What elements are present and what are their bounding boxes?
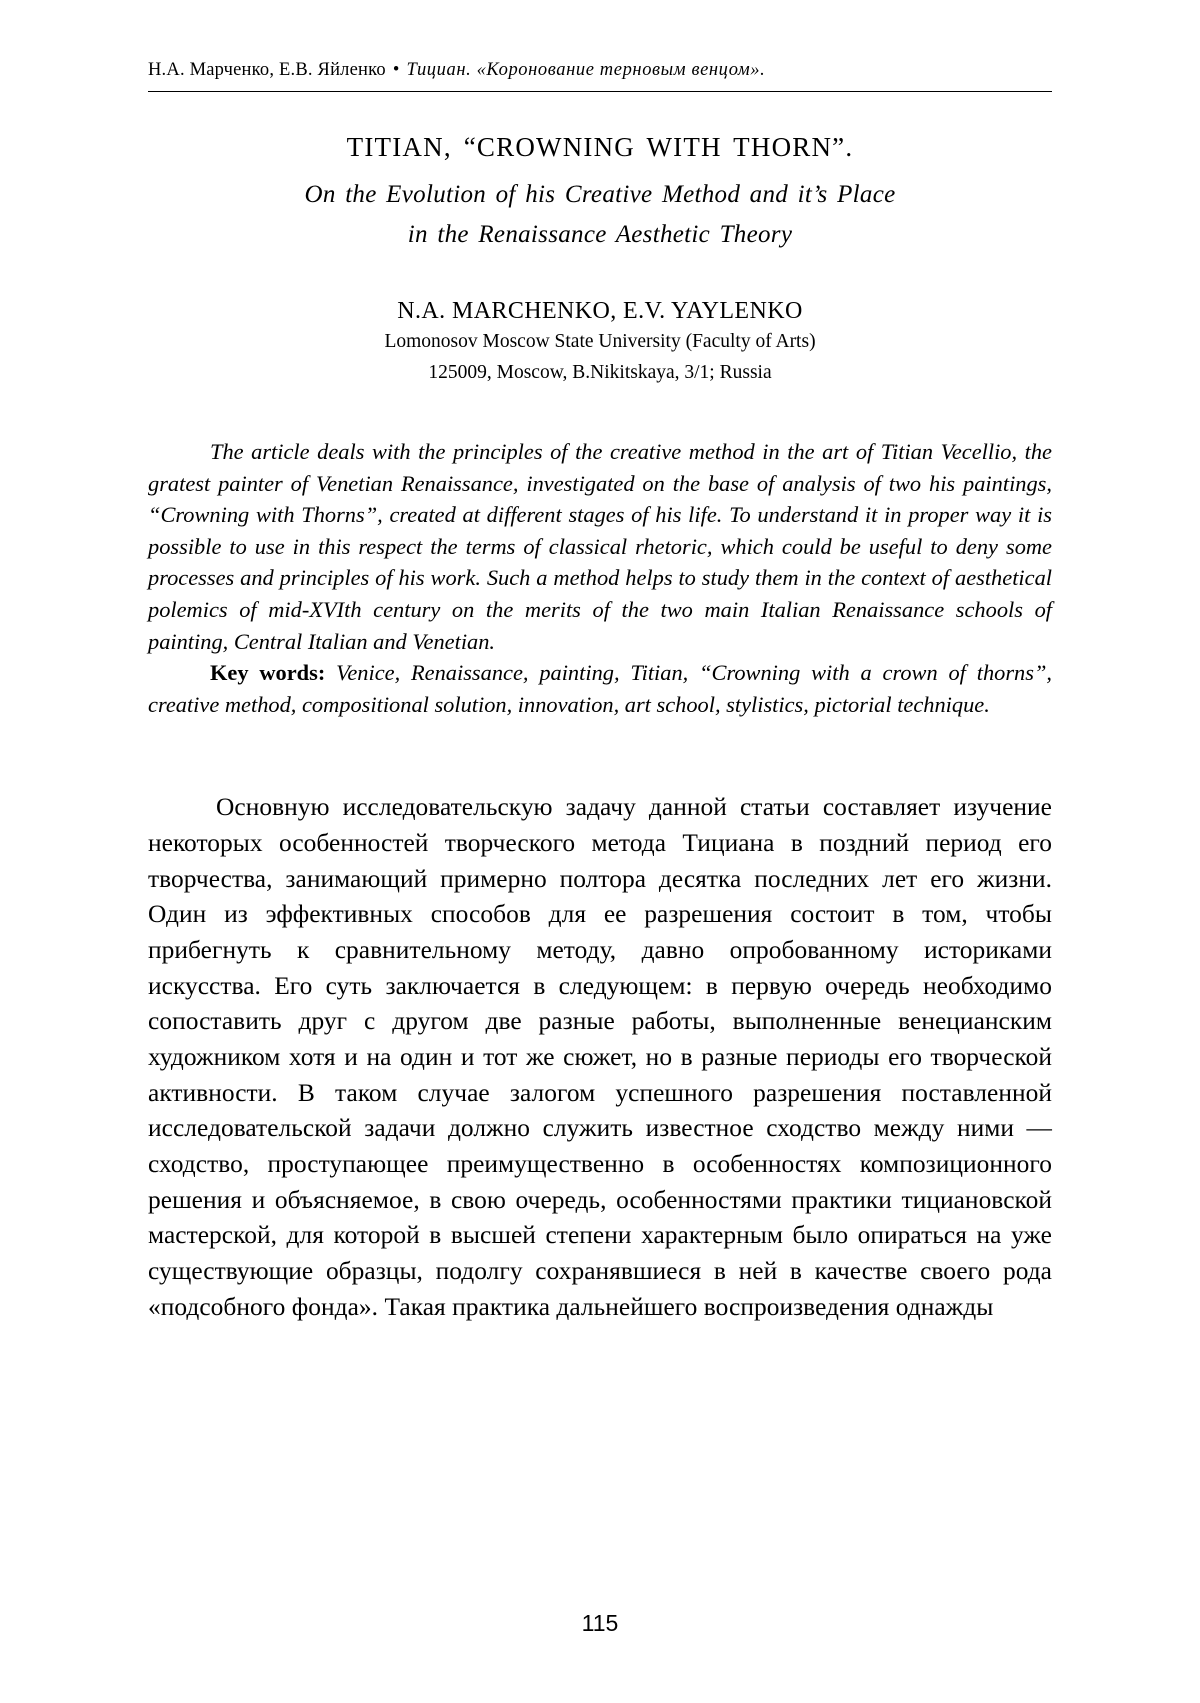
abstract-text: The article deals with the principles of the creative method in the art of Titian Vecellio, the gratest painter of Venetian Renaissance, investigated on the base of analysis of two his paintings, “Crowning with Thorns”, created at different stages of his life. To understand it in proper way it is possible to use in this respect the terms of classical rhetoric, which could be useful to deny some processes and principles of his work. Such a method helps to study them in the context of aesthetical polemics of mid-XVIth century on the merits of the two main Italian Renaissance schools of painting, Central Italian and Venetian. [148, 439, 1052, 654]
keywords-text: Venice, Renaissance, painting, Titian, “Crowning with a crown of thorns”, creative method, compositional solution, innovation, art school, stylistics, pictorial technique. [148, 660, 1053, 717]
keywords-line [148, 657, 1052, 720]
page-subtitle-line-1: On the Evolution of his Creative Method and it’s Place [304, 181, 896, 208]
running-head-article-title: Тициан. «Коронование терновым венцом». [406, 60, 766, 80]
body-paragraph-1: Основную исследовательскую задачу данной статьи составляет изучение некоторых особенностей творческого метода Тициана в поздний период его творчества, занимающий примерно полтора десятка последних лет его жизни. Один из эффективных способов для ее разрешения состоит в том, чтобы прибегнуть к сравнительному методу, давно опробованному историками искусства. Его суть заключается в следующем: в первую очередь необходимо сопоставить друг с другом две разные работы, выполненные венецианским художником хотя и на один и тот же сюжет, но в разные периоды его творческой активности. В таком случае залогом успешного разрешения поставленной исследовательской задачи должно служить известное сходство между ними — сходство, проступающее преимущественно в особенностях композиционного решения и объясняемое, в свою очередь, особенностями практики тициановской мастерской, для которой в высшей степени характерным было опираться на уже существующие образцы, подолгу сохранявшиеся в ней в качестве своего рода «подсобного фонда». Такая практика дальнейшего воспроизведения однажды [148, 793, 1052, 1321]
body-section [148, 790, 1052, 1325]
author-affiliation-line-2: 125009, Moscow, B.Nikitskaya, 3/1; Russia [428, 361, 772, 383]
header-divider [148, 91, 1052, 92]
page-title: TITIAN, “CROWNING WITH THORN”. [346, 132, 854, 162]
abstract-section [148, 436, 1052, 720]
author-affiliation-line-1: Lomonosov Moscow State University (Faculty of Arts) [384, 331, 816, 352]
page-subtitle-line-2: in the Renaissance Aesthetic Theory [407, 220, 793, 248]
page-number: 115 [581, 1610, 619, 1636]
author-names: N.A. MARCHENKO, E.V. YAYLENKO [397, 298, 803, 324]
running-head-authors: Н.А. Марченко, Е.В. Яйленко [148, 60, 386, 80]
keywords-label: Key words: [210, 660, 326, 686]
running-head [148, 60, 1052, 91]
running-head-separator: • [392, 60, 400, 80]
